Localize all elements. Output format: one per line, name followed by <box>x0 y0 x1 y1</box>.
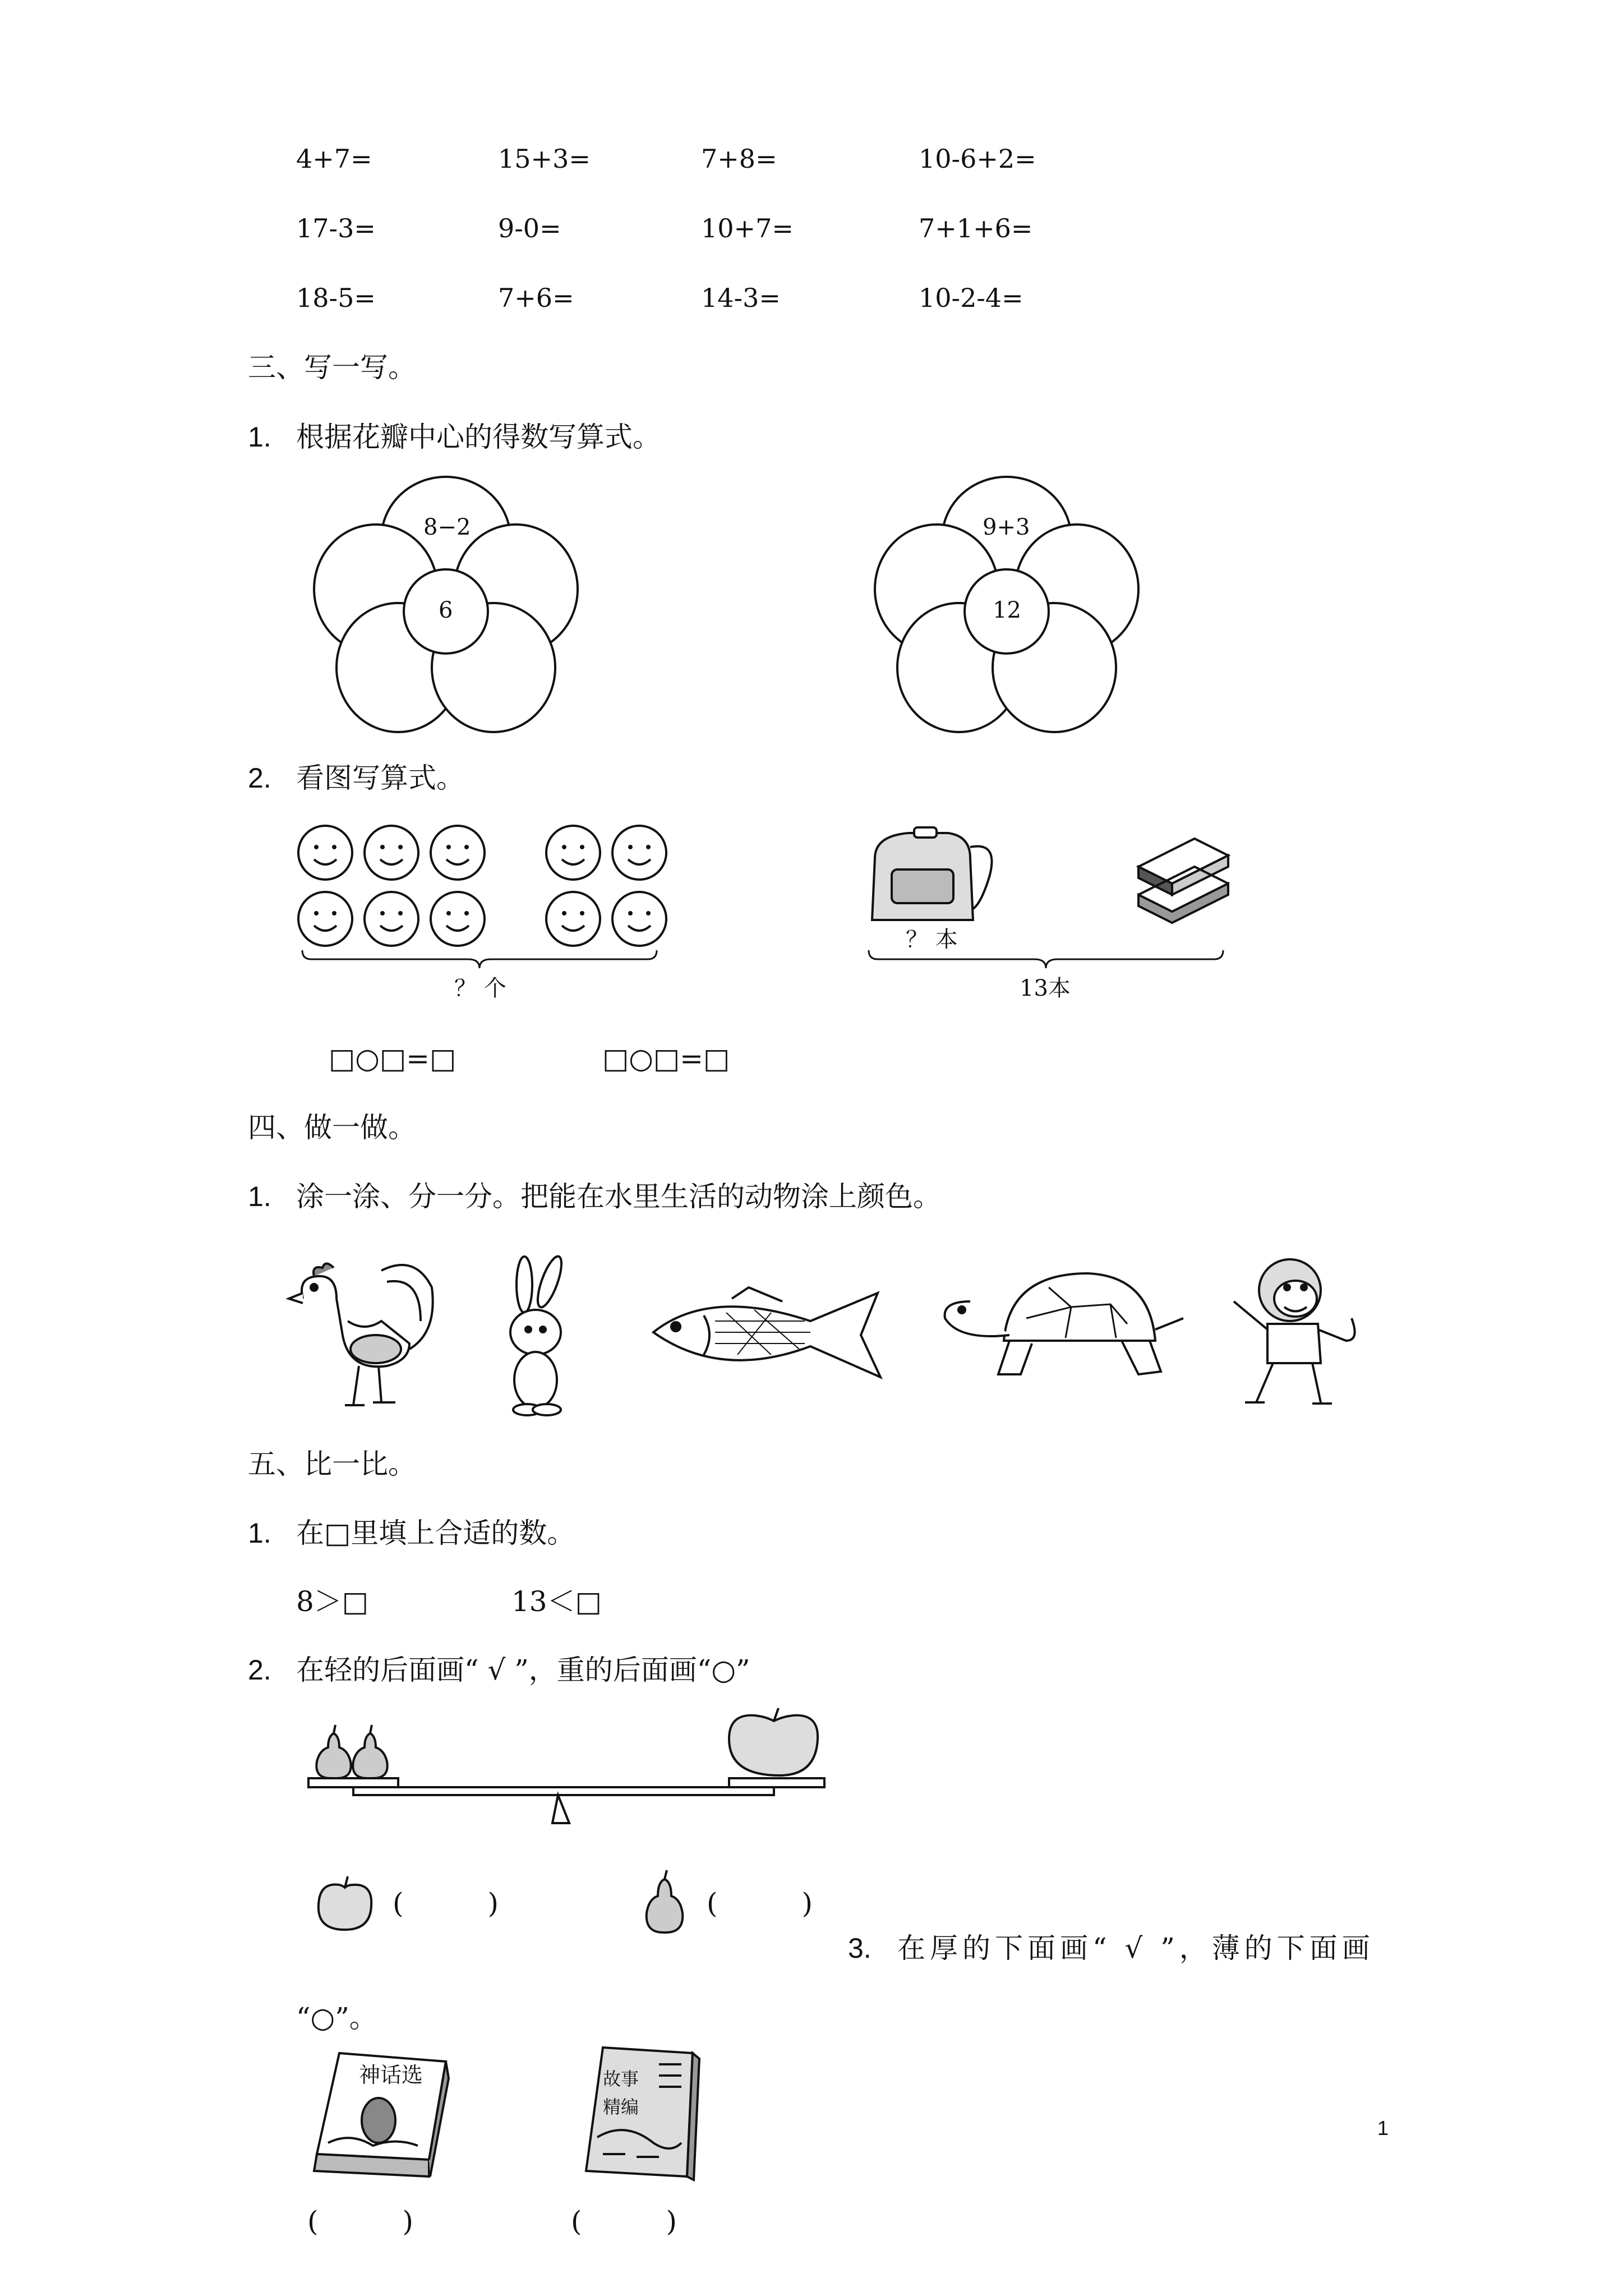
fish-icon[interactable] <box>642 1282 889 1388</box>
unknown-books-label: ？ 本 <box>906 927 958 953</box>
books-stack-icon <box>1127 833 1234 928</box>
answer-blank[interactable]: □○□=□ <box>602 1042 730 1075</box>
equation: 4+7= <box>296 144 372 174</box>
flower-center-label: 6 <box>439 597 453 623</box>
question-number: 1. <box>248 421 271 453</box>
smiley-faces-figure <box>292 819 673 965</box>
equation: 7+8= <box>701 144 777 174</box>
section-title: 五、比一比。 <box>248 1448 416 1480</box>
equation: 7+1+6= <box>919 213 1033 243</box>
thin-book-icon <box>580 2042 704 2182</box>
section-title: 四、做一做。 <box>248 1111 416 1144</box>
compare-item[interactable]: 13＜□ <box>511 1585 602 1618</box>
monkey-icon[interactable] <box>1223 1251 1368 1414</box>
answer-parentheses[interactable]: ( ) <box>393 1887 499 1920</box>
brace <box>300 948 659 970</box>
rooster-icon[interactable] <box>280 1254 443 1416</box>
answer-blank[interactable]: □○□=□ <box>329 1042 457 1075</box>
book-title: 精编 <box>603 2096 639 2118</box>
question-text: 根据花瓣中心的得数写算式。 <box>296 421 661 453</box>
backpack-icon <box>864 825 998 931</box>
equation: 17-3= <box>296 213 376 243</box>
question-number: 1. <box>248 1181 271 1212</box>
equation: 15+3= <box>498 144 591 174</box>
question-number: 1. <box>248 1517 271 1549</box>
pear-icon <box>642 1868 687 1935</box>
answer-parentheses[interactable]: ( ) <box>307 2205 414 2238</box>
question-text: 在厚的下面画“ √ ”，薄的下面画 <box>897 1932 1375 1964</box>
question-number: 2. <box>248 1654 271 1686</box>
turtle-icon[interactable] <box>937 1262 1183 1391</box>
equation: 10+7= <box>701 213 794 243</box>
question-text: 看图写算式。 <box>296 762 464 794</box>
equation: 10-6+2= <box>919 144 1036 174</box>
book-title: 神话选 <box>359 2063 423 2087</box>
question-number: 2. <box>248 762 271 794</box>
answer-parentheses[interactable]: ( ) <box>571 2205 677 2238</box>
question-text: 在□里填上合适的数。 <box>296 1517 575 1549</box>
equation: 7+6= <box>498 283 574 313</box>
question-number: 3. <box>848 1932 872 1964</box>
equation: 10-2-4= <box>919 283 1023 313</box>
question-text-continued: “○”。 <box>296 2001 377 2034</box>
total-label: ？ 个 <box>454 976 506 1001</box>
balance-scale-icon <box>303 1705 830 1857</box>
petal-label: 8−2 <box>423 514 471 540</box>
equation: 9-0= <box>498 213 561 243</box>
question-text: 涂一涂、分一分。把能在水里生活的动物涂上颜色。 <box>296 1180 941 1213</box>
page-number: 1 <box>1377 2116 1389 2139</box>
equation: 18-5= <box>296 283 376 313</box>
compare-item[interactable]: 8＞□ <box>296 1585 369 1618</box>
rabbit-icon[interactable] <box>494 1254 578 1416</box>
equation: 14-3= <box>701 283 781 313</box>
flower-center-label: 12 <box>993 597 1021 623</box>
section-title: 三、写一写。 <box>248 351 416 384</box>
total-books-label: 13本 <box>1020 976 1071 1001</box>
apple-icon <box>314 1874 376 1935</box>
petal-label: 9+3 <box>983 514 1030 540</box>
book-title: 故事 <box>603 2068 639 2090</box>
brace <box>866 948 1225 970</box>
question-text: 在轻的后面画“ √ ”，重的后面画“○” <box>296 1654 750 1686</box>
answer-parentheses[interactable]: ( ) <box>707 1887 813 1920</box>
